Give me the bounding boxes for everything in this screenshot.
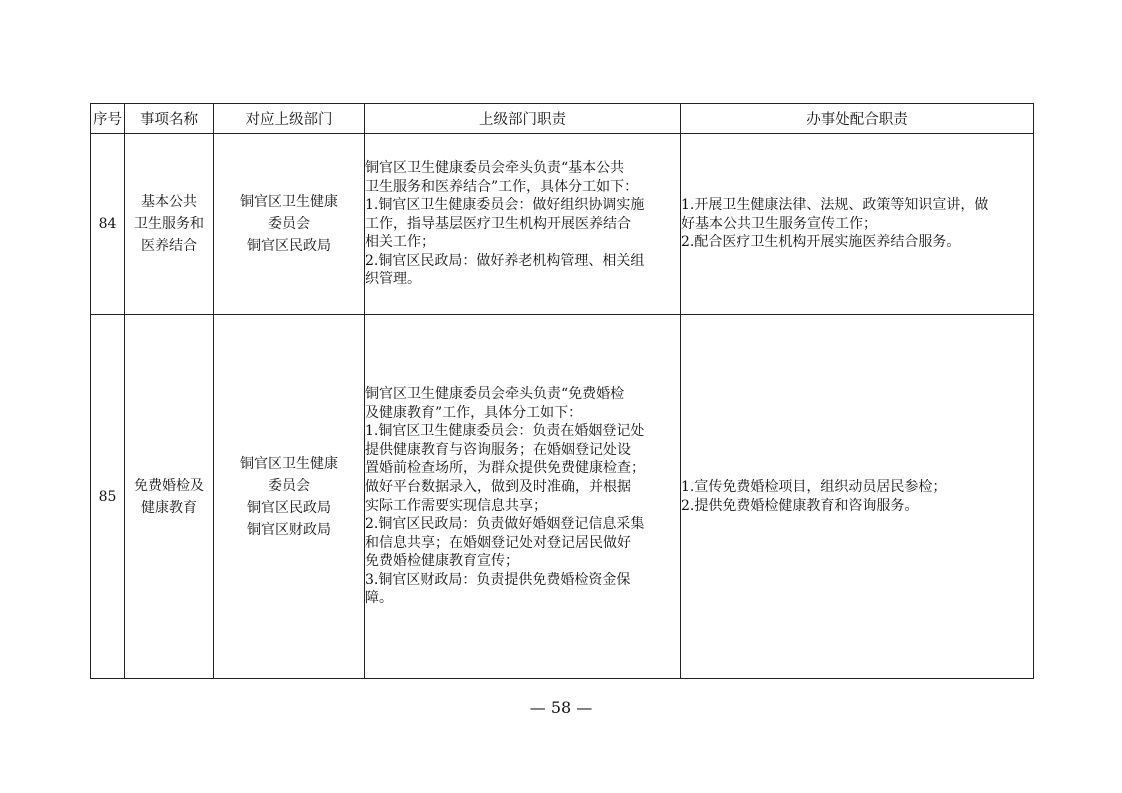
department-line: 铜官区财政局 [247, 521, 331, 538]
office-duty-line: 好基本公共卫生服务宣传工作； [681, 215, 877, 232]
office-duty-line: 1.宣传免费婚检项目，组织动员居民参检； [681, 478, 947, 495]
row-item-name [125, 315, 214, 679]
office-duty-line: 2.提供免费婚检健康教育和咨询服务。 [681, 497, 919, 514]
duty-table [90, 103, 1034, 679]
superior-duty-line: 做好平台数据录入，做到及时准确，并根据 [365, 478, 631, 495]
superior-duty-line: 1.铜官区卫生健康委员会：做好组织协调实施 [365, 197, 645, 214]
superior-duty-line: 铜官区卫生健康委员会牵头负责“基本公共 [365, 159, 625, 176]
header-item-name: 事项名称 [125, 104, 214, 134]
superior-duty-line: 障。 [365, 590, 393, 607]
item-name-line: 医养结合 [141, 238, 197, 254]
row-superior-department [214, 134, 365, 315]
superior-duty-line: 置婚前检查场所，为群众提供免费健康检查； [365, 460, 645, 477]
item-name-line: 免费婚检及 [134, 477, 204, 494]
row-superior-duties [365, 134, 681, 315]
department-line: 铜官区民政局 [247, 499, 331, 516]
office-duty-line: 1.开展卫生健康法律、法规、政策等知识宣讲，做 [681, 197, 989, 214]
department-line: 委员会 [268, 216, 310, 232]
table-row [91, 134, 1034, 315]
item-name-line: 健康教育 [141, 499, 197, 516]
superior-duty-line: 和信息共享；在婚姻登记处对登记居民做好 [365, 534, 631, 551]
department-line: 铜官区卫生健康 [240, 194, 338, 210]
row-superior-department [214, 315, 365, 679]
superior-duty-line: 1.铜官区卫生健康委员会：负责在婚姻登记处 [365, 423, 645, 440]
superior-duty-line: 织管理。 [365, 271, 421, 288]
page-number: — 58 — [529, 698, 593, 717]
row-superior-duties [365, 315, 681, 679]
department-line: 铜官区民政局 [247, 238, 331, 254]
superior-duty-line: 2.铜官区民政局：做好养老机构管理、相关组 [365, 252, 645, 269]
superior-duty-line: 及健康教育”工作，具体分工如下： [365, 404, 583, 421]
department-line: 委员会 [268, 477, 310, 494]
superior-duty-line: 相关工作； [365, 234, 435, 251]
superior-duty-line: 免费婚检健康教育宣传； [365, 553, 519, 570]
superior-duty-line: 铜官区卫生健康委员会牵头负责“免费婚检 [365, 385, 625, 402]
table-header-row [91, 104, 1034, 134]
superior-duty-line: 提供健康教育与咨询服务；在婚姻登记处设 [365, 441, 631, 458]
superior-duty-line: 3.铜官区财政局：负责提供免费婚检资金保 [365, 571, 631, 588]
row-office-duties [681, 134, 1034, 315]
row-serial-number: 84 [91, 134, 125, 315]
item-name-line: 基本公共 [141, 194, 197, 210]
superior-duty-line: 2.铜官区民政局：负责做好婚姻登记信息采集 [365, 516, 645, 533]
superior-duty-line: 实际工作需要实现信息共享； [365, 497, 547, 514]
header-serial-number: 序号 [91, 104, 125, 134]
item-name-line: 卫生服务和 [134, 216, 204, 232]
row-serial-number: 85 [91, 315, 125, 679]
header-office-duties: 办事处配合职责 [681, 104, 1034, 134]
superior-duty-line: 卫生服务和医养结合”工作，具体分工如下： [365, 178, 639, 195]
row-office-duties [681, 315, 1034, 679]
office-duty-line: 2.配合医疗卫生机构开展实施医养结合服务。 [681, 234, 961, 251]
row-item-name [125, 134, 214, 315]
header-superior-duties: 上级部门职责 [365, 104, 681, 134]
header-superior-department: 对应上级部门 [214, 104, 365, 134]
table-row [91, 315, 1034, 679]
department-line: 铜官区卫生健康 [240, 455, 338, 472]
superior-duty-line: 工作，指导基层医疗卫生机构开展医养结合 [365, 215, 631, 232]
